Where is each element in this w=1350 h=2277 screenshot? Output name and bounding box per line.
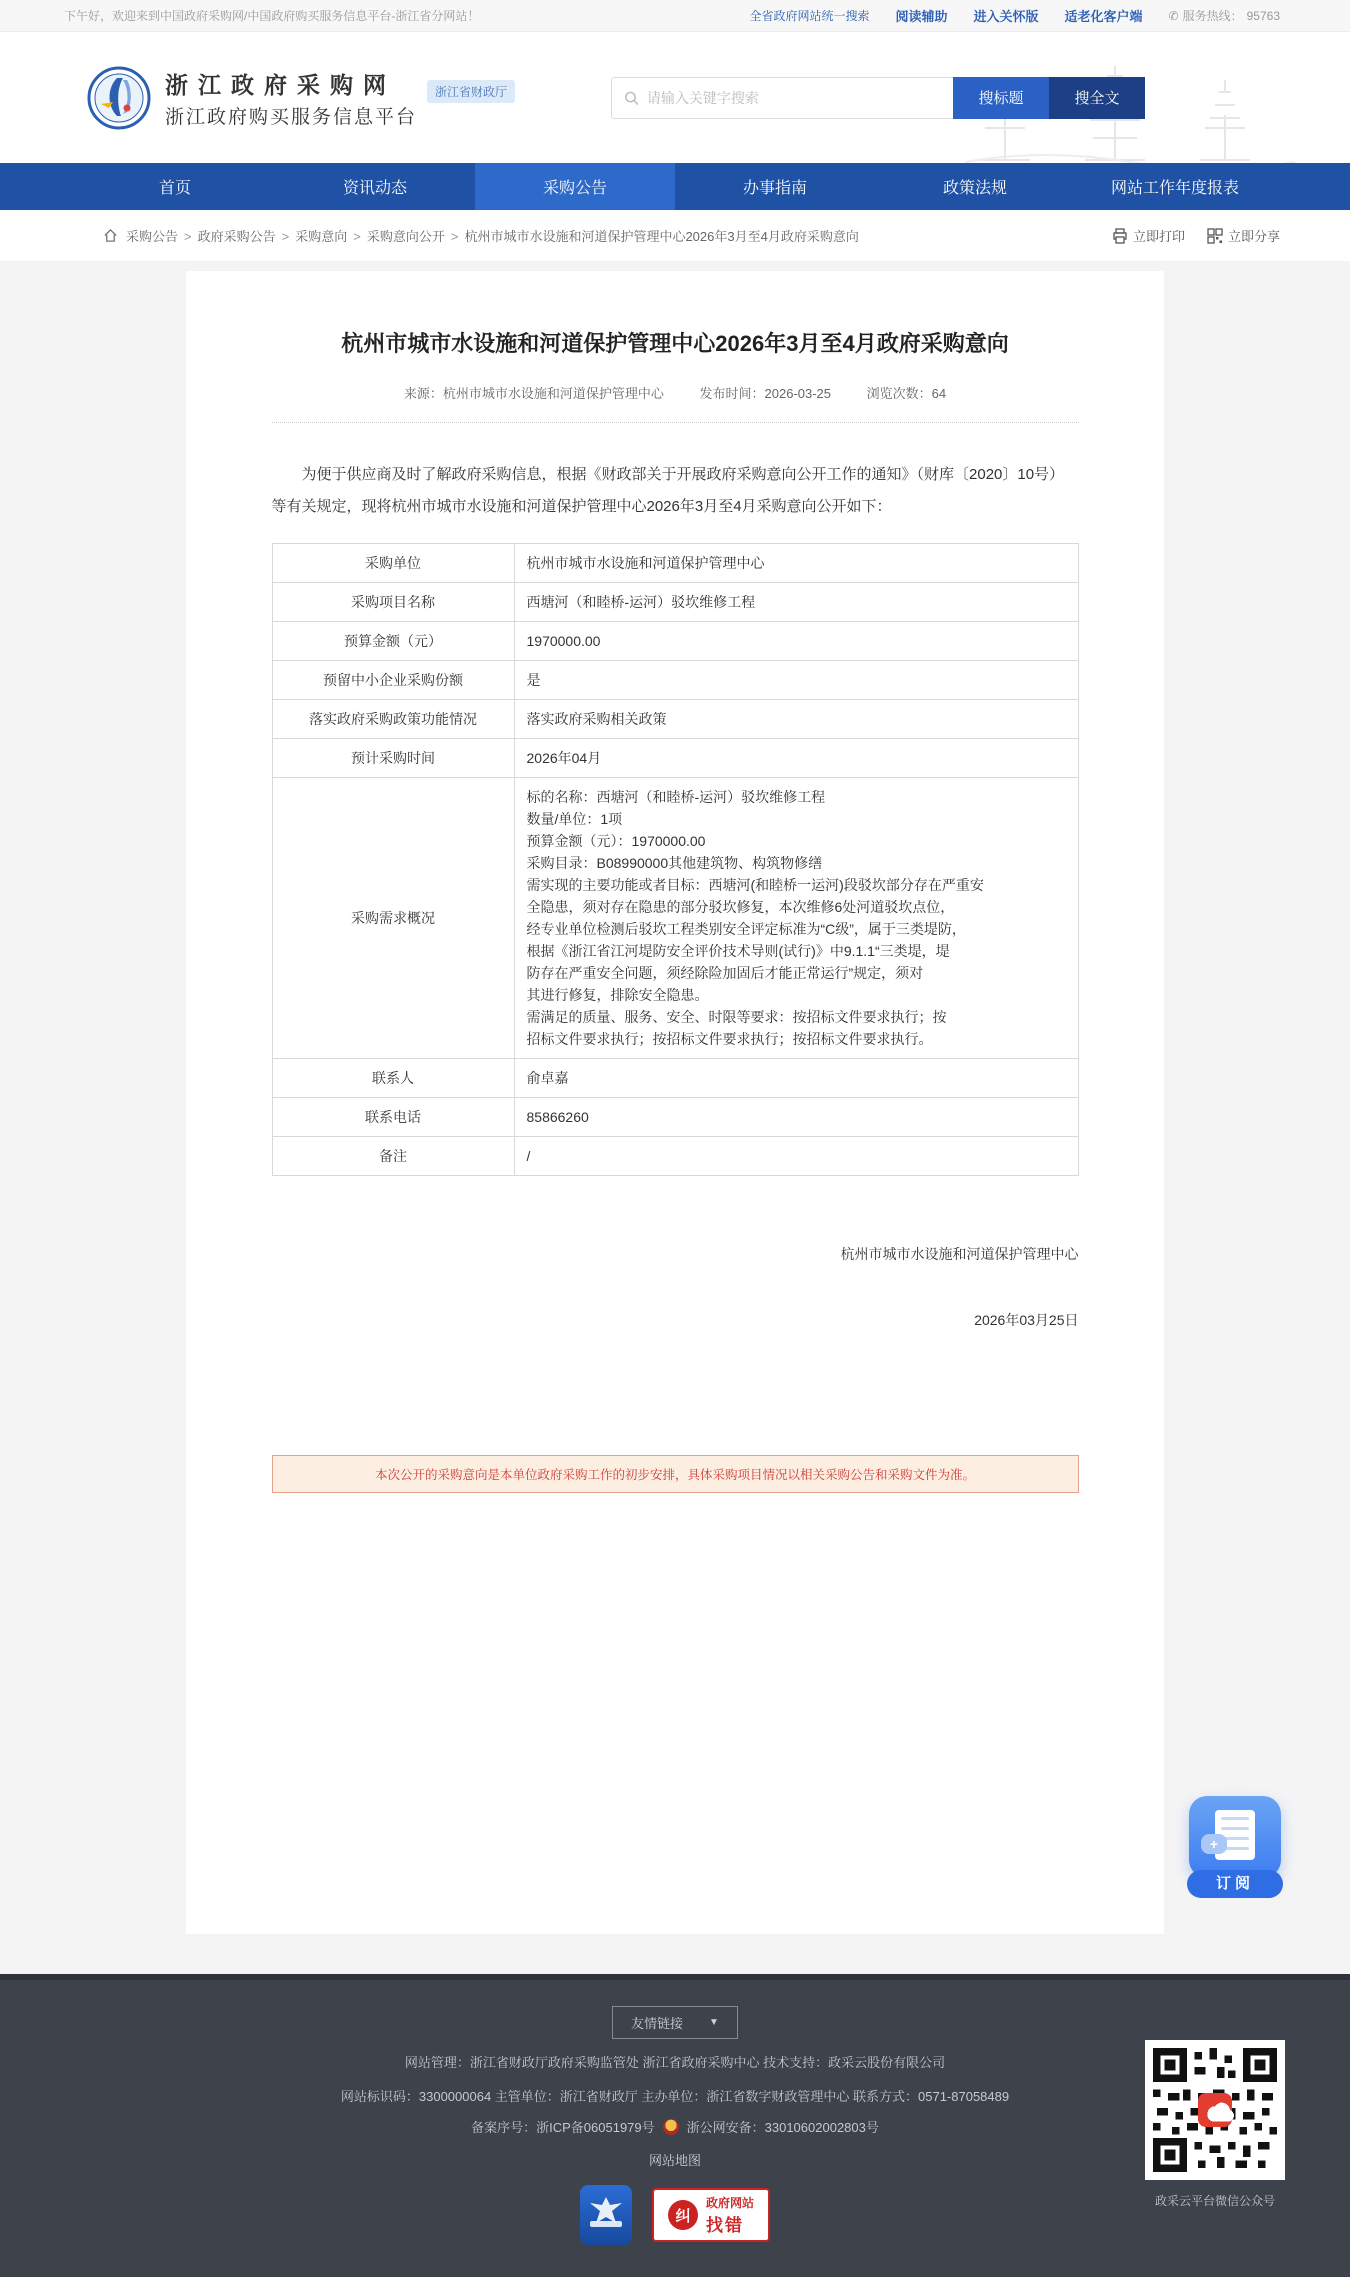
breadcrumb-current: 杭州市城市水设施和河道保护管理中心2026年3月至4月政府采购意向 <box>464 229 859 244</box>
article-card <box>186 271 1164 1934</box>
site-name: 浙江政府采购网 <box>165 71 396 98</box>
nav-item-home[interactable]: 首页 <box>158 180 191 197</box>
meta-publish-time: 发布时间：2026-03-25 <box>699 386 832 401</box>
site-error-report-badge[interactable]: 纠 政府网站 找错 <box>652 2188 770 2242</box>
security-record-text[interactable]: 浙公网安备：33010602002803号 <box>686 2120 879 2135</box>
table-row: 采购单位 杭州市城市水设施和河道保护管理中心 <box>272 544 1078 583</box>
article-meta <box>186 383 1164 402</box>
site-subtitle: 浙江政府购买服务信息平台 <box>165 106 418 128</box>
chevron-down-icon: ▼ <box>709 2017 719 2028</box>
site-logo[interactable] <box>87 66 515 130</box>
page-title: 杭州市城市水设施和河道保护管理中心2026年3月至4月政府采购意向 <box>341 331 1009 356</box>
nav-item-annual-report[interactable]: 网站工作年度报表 <box>1110 180 1239 197</box>
meta-source: 来源：杭州市城市水设施和河道保护管理中心 <box>403 386 664 401</box>
subscribe-widget[interactable] <box>1183 1796 1287 1898</box>
footer-management-line: 网站管理：浙江省财政厅政府采购监管处 浙江省政府采购中心 技术支持：政采云股份有限公司 <box>404 2055 946 2070</box>
icp-record-text[interactable]: 备案序号：浙ICP备06051979号 <box>471 2120 655 2135</box>
site-header <box>0 32 1350 163</box>
qr-caption: 政采云平台微信公众号 <box>1154 2194 1275 2208</box>
wechat-qr-block <box>1145 2040 1285 2209</box>
nav-item-service-guide[interactable]: 办事指南 <box>742 180 807 197</box>
signature-block <box>272 1244 1079 1330</box>
print-button[interactable]: 立即打印 <box>1112 226 1185 245</box>
wechat-qr-code <box>1145 2040 1285 2180</box>
breadcrumb-item-gov-notices[interactable]: 政府采购公告 > <box>198 226 290 245</box>
table-row: 采购项目名称 西塘河（和睦桥-运河）驳坎维修工程 <box>272 583 1078 622</box>
nav-item-policies[interactable]: 政策法规 <box>942 180 1007 197</box>
police-badge[interactable] <box>580 2185 632 2245</box>
meta-view-count: 浏览次数：64 <box>866 386 947 401</box>
friendly-links-dropdown[interactable]: 友情链接 ▼ <box>612 2006 738 2039</box>
subscribe-button[interactable]: 订阅 <box>1187 1870 1283 1898</box>
subscribe-document-icon <box>1189 1796 1281 1878</box>
disclaimer-notice: 本次公开的采购意向是本单位政府采购工作的初步安排，具体采购项目情况以相关采购公告和采购文件为准。 <box>272 1455 1079 1493</box>
search-box[interactable] <box>611 77 953 119</box>
search-area <box>611 77 1145 119</box>
table-row: 落实政府采购政策功能情况 落实政府采购相关政策 <box>272 700 1078 739</box>
search-title-button[interactable]: 搜标题 <box>953 77 1049 119</box>
finance-dept-badge: 浙江省财政厅 <box>427 80 515 103</box>
share-button[interactable]: 立即分享 <box>1207 226 1280 245</box>
nav-item-news[interactable]: 资讯动态 <box>342 180 407 197</box>
site-footer <box>0 1974 1350 2277</box>
care-version-link[interactable]: 进入关怀版 <box>973 9 1039 24</box>
table-row-demand-summary: 采购需求概况 标的名称：西塘河（和睦桥-运河）驳坎维修工程 数量/单位：1项 预算金额（元）：1970000.00 采购目录：B08990000其他建筑物、构筑物修缮 需实现的主要功能或者目标：西塘河(和睦桥一运河)段驳坎部分存在严重安 全隐患，须对存在隐患的部分驳坎修复，本次维修6处河道驳坎点位， 经专业单位检测后驳坎工程类别安全评定标准为“C级”，属于三类堤防， 根据《浙江省江河堤防安全评价技术导则(试行)》中9.1.1“三类堤，堤 防存在严重安全问题，须经除险加固后才能正常运行”规定，须对 其进行修复，排除安全隐患。 需满足的质量、服务、安全、时限等要求：按招标文件要求执行；按 招标文件要求执行；按招标文件要求执行；按招标文件要求执行。 <box>272 778 1078 1059</box>
table-row: 备注 / <box>272 1137 1078 1176</box>
breadcrumb <box>103 226 859 245</box>
dotted-divider <box>272 422 1079 423</box>
breadcrumb-bar <box>0 210 1350 261</box>
search-input[interactable] <box>647 90 941 106</box>
error-report-icon: 纠 <box>668 2200 698 2230</box>
content-background <box>0 261 1350 1974</box>
search-fulltext-button[interactable]: 搜全文 <box>1049 77 1145 119</box>
main-nav <box>0 163 1350 210</box>
table-row: 联系电话 85866260 <box>272 1098 1078 1137</box>
qr-share-icon <box>1207 228 1223 244</box>
service-hotline: ✆ 服务热线： 95763 <box>1168 8 1280 23</box>
eagle-emblem-icon <box>586 2193 626 2229</box>
signature-org: 杭州市城市水设施和河道保护管理中心 <box>840 1246 1079 1262</box>
breadcrumb-item-intent-open[interactable]: 采购意向公开 > <box>367 226 459 245</box>
welcome-text: 下午好，欢迎来到中国政府采购网/中国政府购买服务信息平台-浙江省分网站！ <box>64 9 480 23</box>
site-logo-emblem-icon <box>87 66 151 130</box>
phone-icon: ✆ <box>1168 8 1179 23</box>
nav-item-procurement-notices[interactable]: 采购公告 <box>475 163 675 210</box>
table-row: 预计采购时间 2026年04月 <box>272 739 1078 778</box>
elderly-client-link[interactable]: 适老化客户端 <box>1064 9 1143 24</box>
intro-paragraph: 为便于供应商及时了解政府采购信息，根据《财政部关于开展政府采购意向公开工作的通知》（财库〔2020〕10号）等有关规定，现将杭州市城市水设施和河道保护管理中心2026年3月至4月采购意向公开如下： <box>271 466 1065 515</box>
breadcrumb-item-notices[interactable]: 采购公告 > <box>126 226 192 245</box>
sitemap-link[interactable]: 网站地图 <box>648 2153 701 2168</box>
printer-icon <box>1112 228 1128 244</box>
police-record-icon <box>663 2119 679 2135</box>
unified-search-link[interactable]: 全省政府网站统一搜索 <box>749 9 870 23</box>
plus-icon: + <box>1201 1834 1227 1854</box>
procurement-info-table <box>272 543 1079 1176</box>
table-row: 预算金额（元） 1970000.00 <box>272 622 1078 661</box>
home-icon[interactable] <box>103 228 118 243</box>
top-utility-bar <box>0 0 1350 32</box>
breadcrumb-item-intent[interactable]: 采购意向 > <box>295 226 361 245</box>
table-row: 预留中小企业采购份额 是 <box>272 661 1078 700</box>
reading-aid-link[interactable]: 阅读辅助 <box>895 9 948 24</box>
table-row: 联系人 俞卓嘉 <box>272 1059 1078 1098</box>
search-icon <box>624 90 639 106</box>
footer-id-line: 网站标识码：3300000064 主管单位：浙江省财政厅 主办单位：浙江省数字财政管理中心 联系方式：0571-87058489 <box>340 2089 1010 2104</box>
signature-date: 2026年03月25日 <box>974 1312 1079 1328</box>
